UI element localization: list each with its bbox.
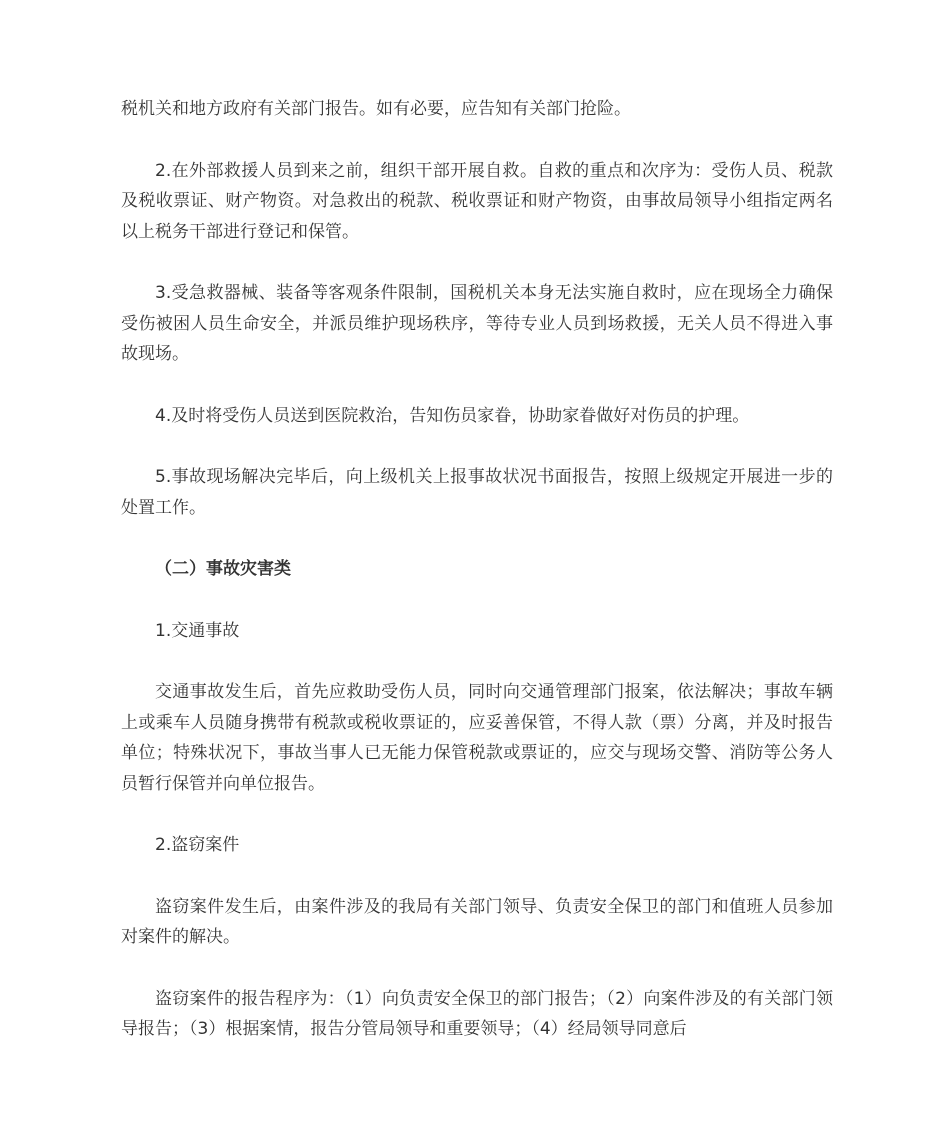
paragraph-theft-handling: 盗窃案件发生后，由案件涉及的我局有关部门领导、负责安全保卫的部门和值班人员参加对案件的解决。: [121, 896, 833, 947]
document-page: [121, 94, 833, 1076]
paragraph-traffic-accident: 交通事故发生后，首先应救助受伤人员，同时向交通管理部门报案，依法解决；事故车辆上或乘车人员随身携带有税款或税收票证的，应妥善保管，不得人款（票）分离，并及时报告单位；特殊状况下，事故当事人已无能力保管税款或票证的，应交与现场交警、消防等公务人员暂行保管并向单位报告。: [121, 682, 833, 794]
subheading-traffic-accident: 1.交通事故: [155, 620, 240, 641]
paragraph-self-rescue: 2.在外部救援人员到来之前，组织干部开展自救。自救的重点和次序为：受伤人员、税款及税收票证、财产物资。对急救出的税款、税收票证和财产物资，由事故局领导小组指定两名以上税务干部进行登记和保管。: [121, 160, 833, 242]
subheading-theft-case: 2.盗窃案件: [155, 835, 240, 855]
paragraph-theft-reporting: 盗窃案件的报告程序为：（1）向负责安全保卫的部门报告；（2）向案件涉及的有关部门领导报告；（3）根据案情，报告分管局领导和重要领导；（4）经局领导同意后: [121, 988, 833, 1039]
paragraph-rescue-limits: 3.受急救器械、装备等客观条件限制，国税机关本身无法实施自救时，应在现场全力确保受伤被困人员生命安全，并派员维护现场秩序，等待专业人员到场救援，无关人员不得进入事故现场。: [121, 283, 833, 364]
paragraph-hospital: 4.及时将受伤人员送到医院救治，告知伤员家眷，协助家眷做好对伤员的护理。: [155, 405, 750, 426]
section-heading-accidents: （二）事故灾害类: [155, 559, 291, 579]
paragraph-report-continuation: 税机关和地方政府有关部门报告。如有必要，应告知有关部门抢险。: [121, 99, 631, 119]
paragraph-written-report: 5.事故现场解决完毕后，向上级机关上报事故状况书面报告，按照上级规定开展进一步的处置工作。: [121, 467, 833, 518]
